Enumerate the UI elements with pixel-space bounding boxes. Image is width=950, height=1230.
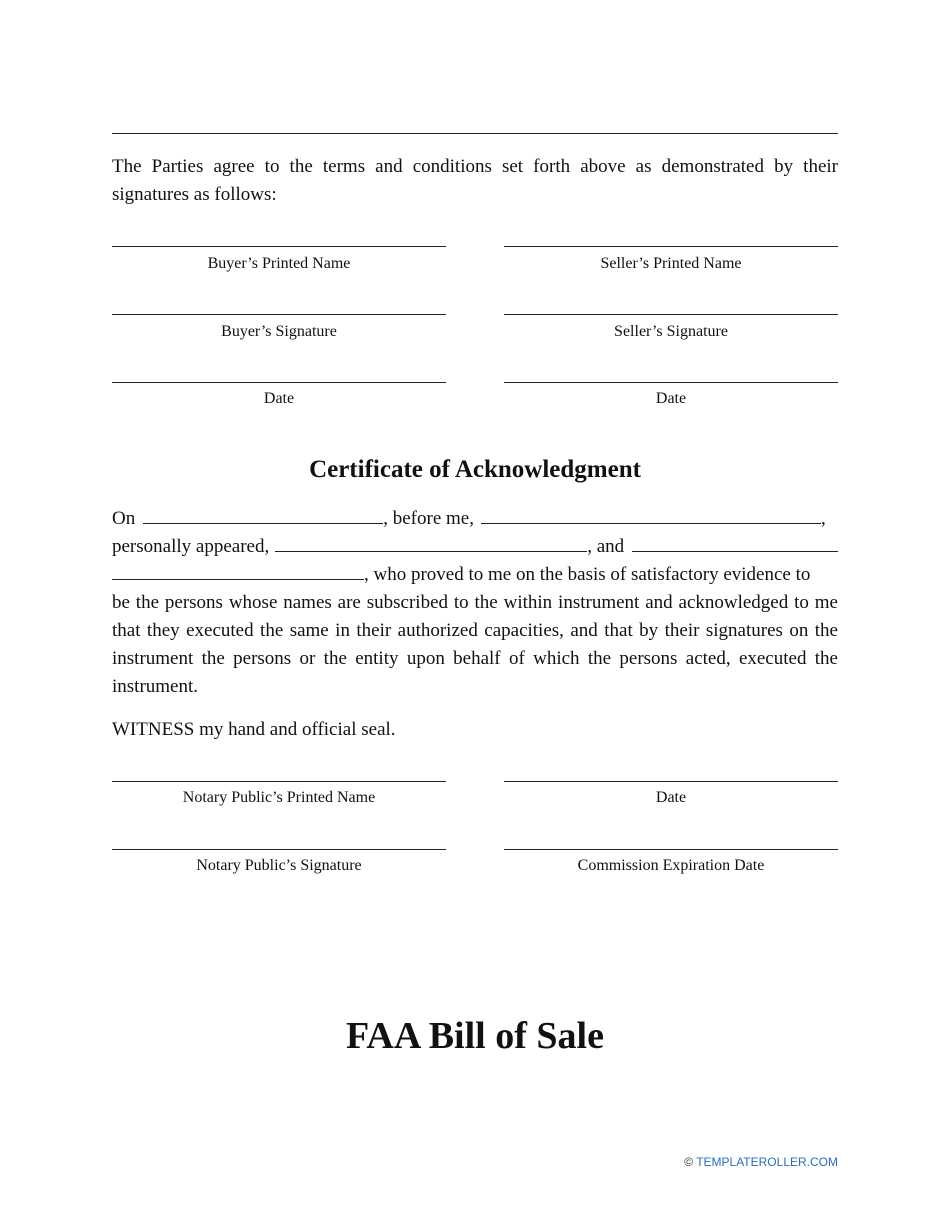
- commission-expiration-line[interactable]: [504, 849, 838, 850]
- notary-signature-label: Notary Public’s Signature: [196, 857, 362, 874]
- seller-date-line[interactable]: [504, 382, 838, 383]
- and-text: , and: [587, 536, 625, 557]
- second-person-blank-start[interactable]: [632, 533, 838, 552]
- notary-printed-name-label: Notary Public’s Printed Name: [182, 789, 376, 806]
- templateroller-link[interactable]: TEMPLATEROLLER.COM: [696, 1155, 838, 1169]
- buyer-signature-line[interactable]: [112, 314, 446, 315]
- notary-signature-line[interactable]: [112, 849, 446, 850]
- certificate-line-2: [112, 533, 838, 561]
- seller-signature-label: Seller’s Signature: [614, 323, 728, 340]
- first-person-blank[interactable]: [275, 533, 587, 552]
- personally-appeared-text: personally appeared,: [112, 536, 270, 557]
- certificate-body: be the persons whose names are subscribed to the within instrument and acknowledged to me that they executed the same in their authorized capacities, and that by their signatures on the instrument the persons or the entity upon behalf of which the persons acted, executed the instrument.: [112, 592, 838, 697]
- certificate-line-1: [112, 505, 838, 533]
- second-person-blank-end[interactable]: [112, 561, 364, 580]
- buyer-printed-name-label: Buyer’s Printed Name: [207, 255, 351, 272]
- before-me-text: , before me,: [383, 508, 474, 529]
- notary-printed-name-line[interactable]: [112, 781, 446, 782]
- certificate-title: Certificate of Acknowledgment: [309, 456, 641, 483]
- seller-printed-name-line[interactable]: [504, 246, 838, 247]
- line1-comma: ,: [820, 508, 826, 529]
- document-title: FAA Bill of Sale: [346, 1015, 604, 1057]
- notary-name-blank[interactable]: [481, 505, 821, 524]
- on-text: On: [112, 508, 136, 529]
- buyer-signature-label: Buyer’s Signature: [221, 323, 337, 340]
- commission-expiration-label: Commission Expiration Date: [577, 857, 765, 874]
- buyer-date-line[interactable]: [112, 382, 446, 383]
- certificate-line-3: [112, 561, 838, 589]
- footer-credit: [684, 1155, 838, 1169]
- copyright-symbol: ©: [684, 1155, 694, 1169]
- top-divider: [112, 133, 838, 134]
- date-blank[interactable]: [143, 505, 383, 524]
- notary-date-line[interactable]: [504, 781, 838, 782]
- buyer-date-label: Date: [263, 390, 295, 407]
- notary-date-label: Date: [655, 789, 687, 806]
- seller-signature-line[interactable]: [504, 314, 838, 315]
- witness-text: WITNESS my hand and official seal.: [112, 719, 396, 740]
- proved-text: , who proved to me on the basis of satisfactory evidence to: [364, 564, 811, 585]
- seller-printed-name-label: Seller’s Printed Name: [600, 255, 742, 272]
- seller-date-label: Date: [655, 390, 687, 407]
- buyer-printed-name-line[interactable]: [112, 246, 446, 247]
- parties-agreement-text: The Parties agree to the terms and conditions set forth above as demonstrated by their signatures as follows:: [112, 156, 838, 205]
